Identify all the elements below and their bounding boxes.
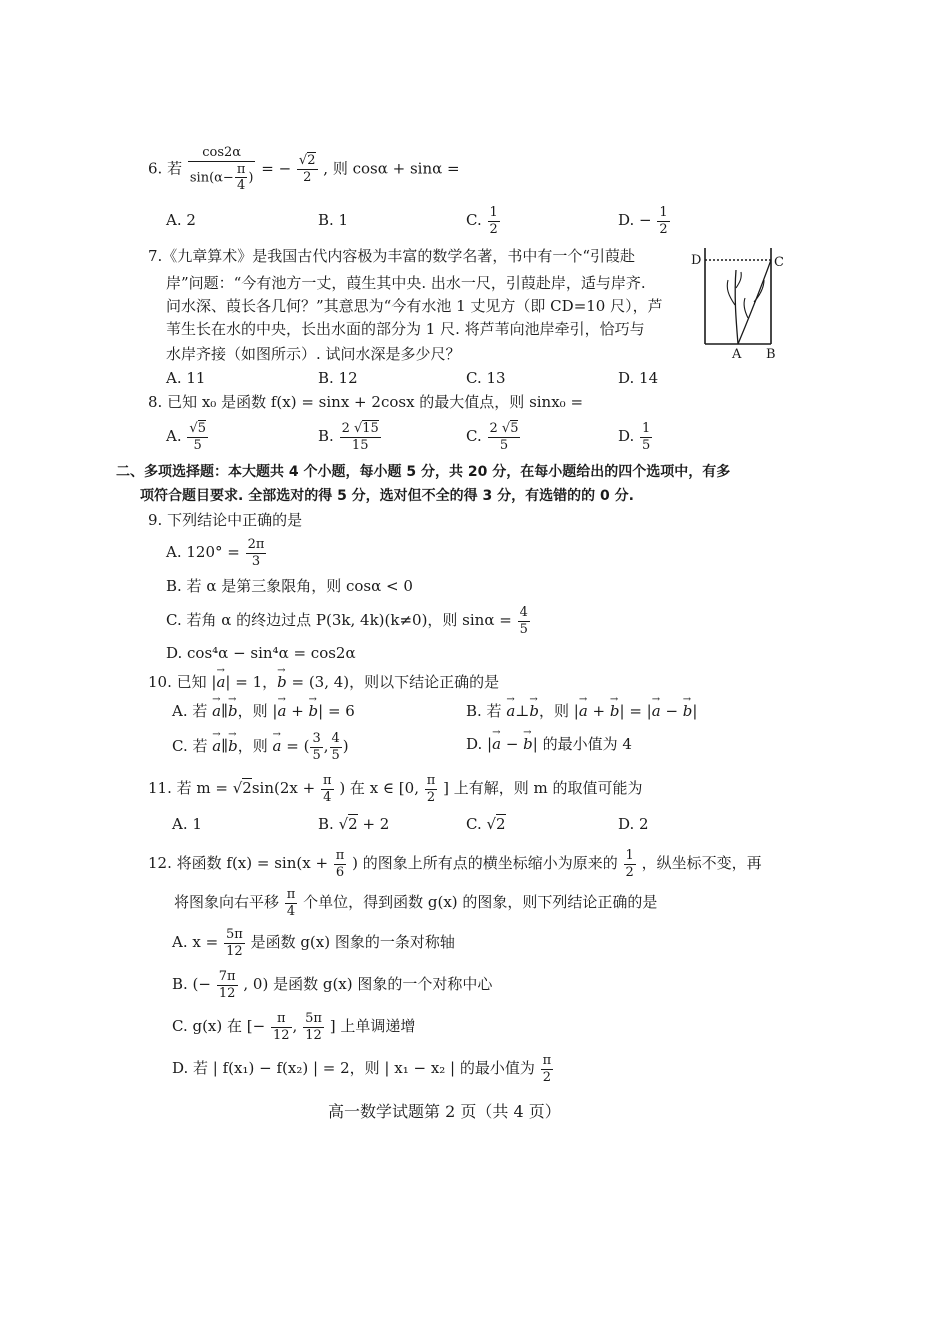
q12-l1-frac [334,849,347,879]
q11-option-c: C. √2 [466,815,506,833]
q12-l2-frac [285,888,298,918]
q7-option-a: A. 11 [166,369,206,387]
q11-post: ] 上有解，则 m 的取值可能为 [443,779,643,798]
q10-c-va2: → a [273,739,282,754]
q7-line-4: 苇生长在水的中央，长出水面的部分为 1 尺. 将芦苇向池岸牵引，恰巧与 [166,320,645,338]
q12-b-num: 7π [218,969,236,984]
q12-c-post: ] 上单调递增 [329,1017,416,1036]
reed-slanted-leaf-2 [744,298,748,318]
q6-opt-c-frac [488,206,500,236]
q6-lhs-den [188,162,256,193]
q8-option-a [166,422,209,452]
q6-opt-d-label: D. − [618,211,652,230]
q9-c-den: 5 [519,621,528,637]
q12-l1-num: π [335,848,345,863]
q8-opt-a-den: 5 [193,437,202,453]
q10-a-end: | = 6 [318,702,355,720]
q12-d-frac [541,1054,554,1084]
q11-opt-b-rad: 2 [348,815,358,833]
q7-option-d: D. 14 [618,369,659,387]
q12-l1-den2: 2 [625,864,634,880]
q7-line-1: 7.《九章算术》是我国古代内容极为丰富的数学名著，书中有一个“引葭赴 [148,247,635,265]
q10-d-end: | 的最小值为 4 [532,735,632,753]
q8-opt-c-coef: 2 [489,421,498,436]
q10-b-vb: → b [529,704,539,719]
q12-l2-den: 4 [286,903,296,919]
q12-l1-post: ，纵坐标不变，再 [641,854,762,873]
q10-c-post: ，则 [237,737,273,756]
q8-opt-b-num: 2 √15 [341,421,379,436]
question-8: 8. 已知 x₀ 是函数 f(x) = sinx + 2cosx 的最大值点，则 sinx₀ = [148,393,584,411]
question-11 [148,774,642,804]
q12-c-frac1 [271,1012,292,1042]
q12-c-num2: 5π [305,1011,322,1026]
q8-opt-c-num: 2 √5 [489,421,519,436]
q10-a-mid: ∥ [221,702,229,720]
q8-opt-c-den: 5 [499,437,509,453]
q9-option-b: B. 若 α 是第三象限角，则 cosα < 0 [166,577,413,595]
fig-label-d: D [691,253,702,268]
q10-b-post: ，则 | [539,702,579,720]
q10-option-d [466,737,632,752]
q12-c-frac2 [303,1012,324,1042]
q10-b-va2: → a [579,704,588,719]
q6-rhs-den: 2 [303,169,312,185]
q9-option-a [166,538,267,568]
q8-opt-a-num: √5 [189,421,206,436]
q12-b-den: 12 [218,985,236,1001]
q11-opt-c-label: C. [466,815,482,833]
q10-stem-a: 10. 已知 | [148,673,217,691]
q10-b-vb2: → b [610,704,620,719]
q6-option-a: A. 2 [166,211,196,229]
q12-b-pre: B. (− [172,975,211,994]
q12-option-d [172,1054,554,1084]
q7-reed-figure [688,240,798,365]
q10-stem-c: = (3, 4)，则以下结论正确的是 [286,673,500,691]
q6-eq: = − [261,159,292,178]
q11-pi4-den: 4 [323,789,332,805]
q6-rhs-fraction [297,154,318,184]
q12-c-den1: 12 [272,1027,290,1043]
q10-c-end: ) [342,737,349,756]
q10-c-pre: C. 若 [172,737,213,756]
q10-b-mid: ⊥ [515,702,530,720]
fig-label-b: B [766,347,776,362]
q8-opt-c-label: C. [466,427,482,446]
reed-leaf-2 [736,272,741,288]
q10-c-frac1 [310,732,322,762]
q12-option-b [172,970,492,1000]
q8-opt-b-coef: 2 [341,421,350,436]
fig-label-a: A [732,347,742,362]
q6-rhs-rad: 2 [307,153,316,169]
q10-b-pre: B. 若 [466,702,507,720]
q11-rad-val: 2 [242,779,252,798]
q10-a-vb2: → b [309,704,319,719]
q10-option-b [466,704,697,719]
q10-c-d1: 5 [312,747,321,763]
q11-mid: ) 在 x ∈ [0, [339,779,419,798]
section-2-heading-line-1: 二、多项选择题：本大题共 4 个小题，每小题 5 分，共 20 分，在每小题给出的四个选项中，有多 [116,464,731,480]
q6-den-pi-num: π [236,161,246,177]
q10-c-n1: 3 [312,731,321,746]
q12-d-pre: D. 若 | f(x₁) − f(x₂) | = 2，则 | x₁ − x₂ | 的最小值为 [172,1059,535,1078]
q12-l2-num: π [286,887,296,902]
q8-opt-b-rad: 15 [362,421,379,436]
q6-den-a: sin(α− [189,170,234,186]
q6-den-b: ) [248,170,254,186]
q12-a-post: 是函数 g(x) 图象的一条对称轴 [250,933,455,952]
q12-d-num: π [542,1053,552,1068]
q11-pre: 11. 若 m = [148,779,228,798]
q8-opt-a-frac [187,422,208,452]
q10-d-va: → a [492,737,501,752]
q10-c-d2: 5 [331,747,340,763]
q12-line-2 [174,888,657,918]
q8-opt-a-rad: 5 [197,421,206,436]
q8-option-b [318,422,382,452]
q12-line-1 [148,849,762,879]
q7-option-b: B. 12 [318,369,358,387]
q11-pi2-num: π [426,773,436,788]
q11-sin: sin(2x + [251,779,316,798]
q12-l1-frac2 [624,849,636,879]
q7-line-2: 岸”问题：“今有池方一丈，葭生其中央. 出水一尺，引葭赴岸，适与岸齐. [166,274,646,292]
q9-a-pre: A. 120° = [166,543,240,562]
q10-vec-b: → b [277,675,287,690]
q12-d-den: 2 [542,1069,552,1085]
q6-opt-d-num: 1 [659,205,668,220]
q10-a-vb: → b [228,704,238,719]
q6-prefix: 6. 若 [148,159,183,178]
q11-pi2 [425,774,438,804]
q6-rhs-num: √2 [298,153,316,169]
q12-b-frac [217,970,238,1000]
q12-l2-post: 个单位，得到函数 g(x) 的图象，则下列结论正确的是 [303,893,658,912]
q11-option-b: B. √2 + 2 [318,815,390,833]
q8-opt-b-den: 15 [351,437,369,453]
q6-opt-d-frac [657,206,669,236]
question-6 [148,146,460,193]
q8-opt-d-num: 1 [642,421,651,436]
q8-option-d [618,422,653,452]
q9-a-num: 2π [247,537,265,552]
q11-option-a: A. 1 [172,815,202,833]
q12-a-num: 5π [225,927,243,942]
q7-line-3: 问水深、葭长各几何？”其意思为“今有水池 1 丈见方（即 CD=10 尺），芦 [166,297,663,315]
q12-option-a [172,928,455,958]
q6-opt-c-den: 2 [489,221,498,237]
q6-den-pi [235,163,248,193]
q12-c-num1: π [271,1012,292,1028]
q10-c-va: → a [212,739,221,754]
question-10-stem [148,675,499,690]
q10-b-plus: + [587,702,610,720]
q12-l2-pre: 将图象向右平移 [174,893,280,912]
q6-opt-c-num: 1 [489,205,498,220]
q6-option-c [466,206,501,236]
q10-d-vb: → b [523,737,533,752]
section-2-heading-line-2: 项符合题目要求. 全部选对的得 5 分，选对但不全的得 3 分，有选错的的 0 分. [140,488,634,504]
q11-pi4 [321,774,334,804]
q11-opt-b-post: + 2 [362,815,390,833]
q11-pi2-den: 2 [426,789,436,805]
q11-rad: √2 [232,779,252,798]
q9-option-d: D. cos⁴α − sin⁴α = cos2α [166,644,356,662]
q12-a-pre: A. x = [172,933,219,952]
q8-opt-b-label: B. [318,427,334,446]
q6-lhs-fraction [188,146,256,193]
q8-opt-c-rad: 5 [510,421,519,436]
q8-option-c [466,422,521,452]
q10-option-a [172,704,355,719]
q12-a-frac [224,928,245,958]
q11-opt-b-label: B. [318,815,334,833]
q6-option-d [618,206,671,236]
q10-b-va3: → a [652,704,661,719]
q6-den-pi-den: 4 [236,178,246,194]
q11-opt-c-rad: 2 [496,815,506,833]
q10-stem-b: | = 1， [225,673,278,691]
q10-b-va: → a [506,704,515,719]
q10-b-minus: − [660,702,683,720]
q12-c-comma: , [292,1017,298,1036]
reed-leaf-1 [727,280,735,305]
q8-opt-b-frac [340,422,381,452]
q6-suffix: , 则 cosα + sinα = [323,159,460,178]
q12-l1-pre: 12. 将函数 f(x) = sin(x + [148,854,329,873]
q6-opt-d-den: 2 [659,221,668,237]
q8-opt-d-label: D. [618,427,635,446]
q12-l1-num2: 1 [625,848,634,863]
q9-a-frac [246,538,267,568]
q12-c-den2: 12 [305,1027,322,1043]
q8-opt-a-label: A. [166,427,182,446]
reed-vertical [735,270,738,344]
q10-c-vb: → b [228,739,238,754]
q10-c-comma: , [323,737,329,756]
q8-opt-d-frac [640,422,652,452]
q12-l1-mid: ) 的图象上所有点的横坐标缩小为原来的 [352,854,618,873]
q10-b-end: | [692,702,698,720]
fig-label-c: C [774,255,784,270]
q10-c-frac2 [330,732,342,762]
q8-opt-d-den: 5 [642,437,651,453]
q9-a-den: 3 [251,553,261,569]
q10-a-pre: A. 若 [172,702,213,720]
q11-option-d: D. 2 [618,815,649,833]
q8-opt-c-frac [488,422,521,452]
q12-a-den: 12 [226,943,243,959]
page-footer: 高一数学试题第 2 页（共 4 页） [328,1102,561,1121]
q9-c-frac [518,606,530,636]
question-9-stem: 9. 下列结论中正确的是 [148,511,303,529]
q12-l1-den: 6 [335,864,345,880]
q12-option-c [172,1012,415,1042]
q7-option-c: C. 13 [466,369,506,387]
q10-option-c [172,732,349,762]
q10-a-plus: + [286,702,309,720]
q9-c-pre: C. 若角 α 的终边过点 P(3k, 4k)(k≠0)，则 sinα = [166,611,512,630]
q10-vec-a: → a [216,675,225,690]
q10-d-minus: − [501,735,524,753]
q10-a-post: ，则 | [237,702,278,720]
q6-option-b: B. 1 [318,211,349,229]
q10-b-eq: | = | [619,702,652,720]
q12-b-post: , 0) 是函数 g(x) 图象的一个对称中心 [243,975,493,994]
q10-a-va2: → a [277,704,286,719]
q10-a-va: → a [212,704,221,719]
q10-c-mid: ∥ [221,737,229,756]
q12-c-pre: C. g(x) 在 [− [172,1017,266,1036]
q6-lhs-num: cos2α [188,146,256,162]
q10-b-vb3: → b [683,704,693,719]
q9-c-num: 4 [519,605,528,620]
q10-c-eq: = ( [281,737,310,756]
q10-c-n2: 4 [331,731,340,746]
q7-line-5: 水岸齐接（如图所示）. 试问水深是多少尺？ [166,345,461,363]
q11-pi4-num: π [322,773,332,788]
q9-option-c [166,606,531,636]
q10-d-pre: D. | [466,735,493,753]
q6-opt-c-label: C. [466,211,482,230]
